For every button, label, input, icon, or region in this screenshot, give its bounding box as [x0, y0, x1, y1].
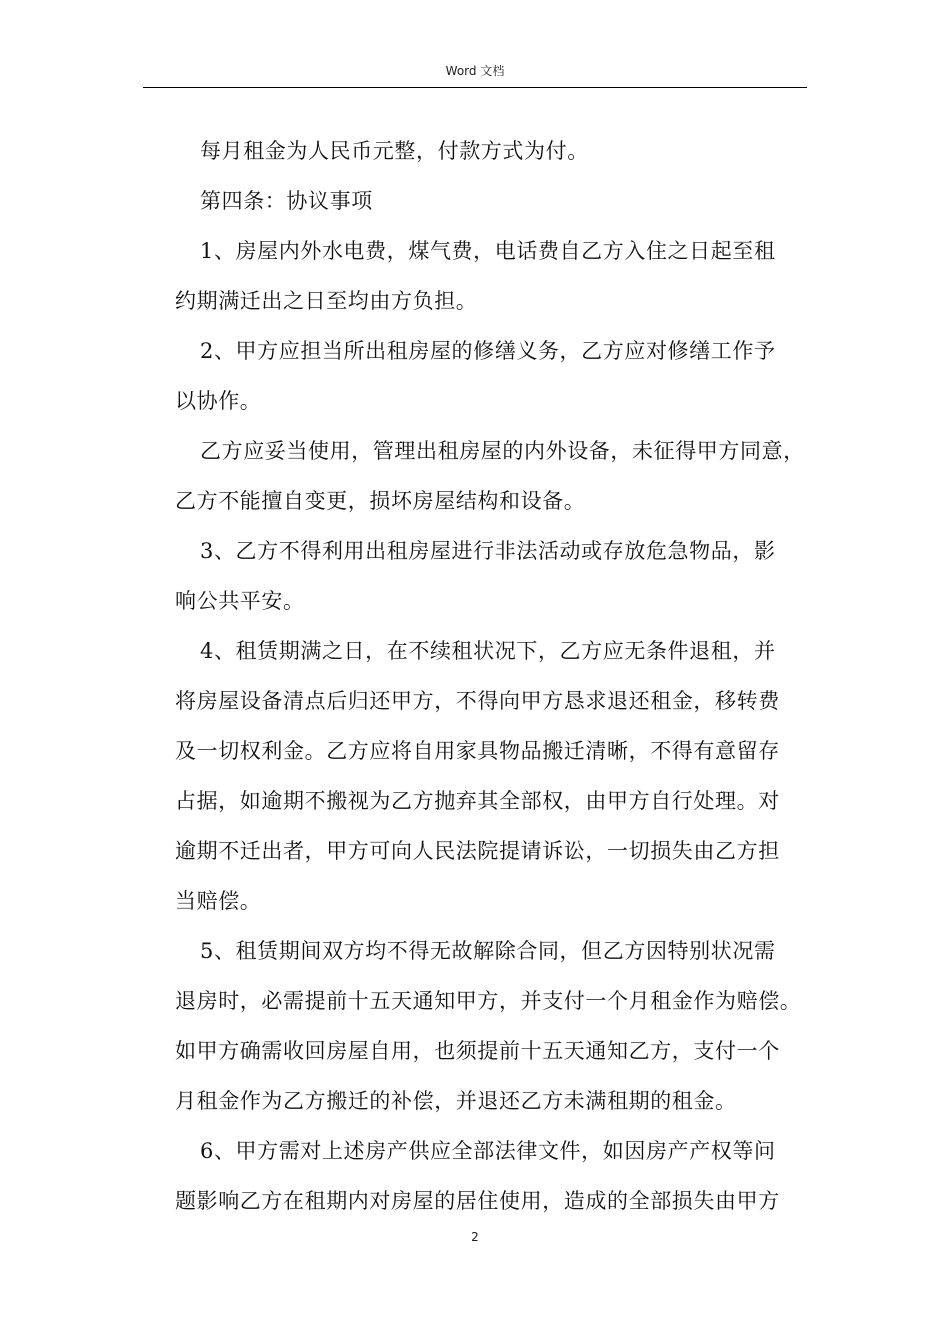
header-rule: [143, 87, 807, 88]
text-line: 月租金作为乙方搬迁的补偿，并退还乙方未满租期的租金。: [175, 1089, 737, 1113]
text-line: 及一切权利金。乙方应将自用家具物品搬迁清晰，不得有意留存: [175, 739, 780, 763]
page-header: Word 文档: [445, 64, 505, 78]
text-line: 乙方不能擅自变更，损坏房屋结构和设备。: [175, 489, 586, 513]
text-line: 逾期不迁出者，甲方可向人民法院提请诉讼，一切损失由乙方担: [175, 839, 780, 863]
text-line: 当赔偿。: [175, 889, 262, 913]
text-line: 退房时，必需提前十五天通知甲方，并支付一个月租金作为赔偿。: [175, 989, 802, 1013]
text-line: 题影响乙方在租期内对房屋的居住使用，造成的全部损失由甲方: [175, 1189, 780, 1213]
text-line: 4、租赁期满之日，在不续租状况下，乙方应无条件退租，并: [200, 639, 776, 663]
text-line: 3、乙方不得利用出租房屋进行非法活动或存放危急物品，影: [200, 539, 776, 563]
text-line: 如甲方确需收回房屋自用，也须提前十五天通知乙方，支付一个: [175, 1039, 780, 1063]
text-line: 乙方应妥当使用，管理出租房屋的内外设备，未征得甲方同意，: [200, 439, 805, 463]
text-line: 将房屋设备清点后归还甲方，不得向甲方恳求退还租金，移转费: [175, 689, 780, 713]
text-line: 第四条：协议事项: [200, 189, 373, 213]
text-line: 2、甲方应担当所出租房屋的修缮义务，乙方应对修缮工作予: [200, 339, 776, 363]
text-line: 每月租金为人民币元整，付款方式为付。: [200, 139, 589, 163]
text-line: 以协作。: [175, 389, 262, 413]
text-line: 1、房屋内外水电费，煤气费，电话费自乙方入住之日起至租: [200, 239, 776, 263]
text-line: 占据，如逾期不搬视为乙方抛弃其全部权，由甲方自行处理。对: [175, 789, 780, 813]
text-line: 响公共平安。: [175, 589, 305, 613]
text-line: 约期满迁出之日至均由方负担。: [175, 289, 478, 313]
page-number: 2: [471, 1230, 479, 1244]
text-line: 6、甲方需对上述房产供应全部法律文件，如因房产产权等问: [200, 1139, 776, 1163]
document-body: [175, 126, 815, 1226]
text-line: 5、租赁期间双方均不得无故解除合同，但乙方因特别状况需: [200, 939, 776, 963]
